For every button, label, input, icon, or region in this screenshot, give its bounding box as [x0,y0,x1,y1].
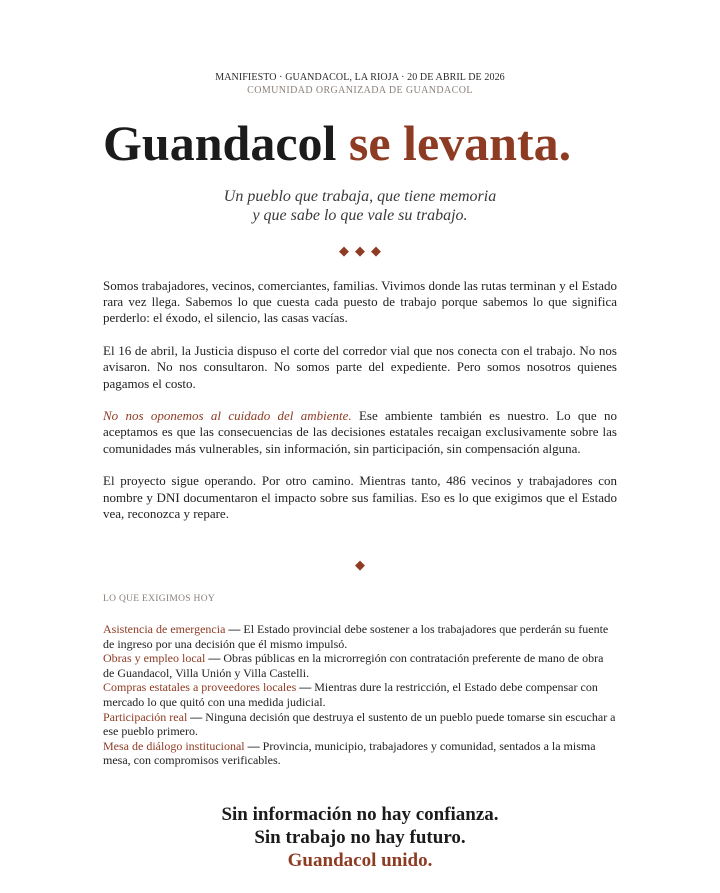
demand-item [103,680,617,709]
demand-title: Asistencia de emergencia [103,622,226,636]
tagline-line-1: Un pueblo que trabaja, que tiene memoria [223,188,497,205]
demand-dash: — [225,622,244,636]
header-kicker [0,71,720,97]
demand-title: Mesa de diálogo institucional [103,738,245,753]
title-accent: se levanta. [348,115,572,171]
demand-dash: — [244,738,263,753]
demand-dash: — [205,651,224,666]
tagline [0,187,720,225]
demand-text: Obras públicas en la microrregión con contratación preferente de mano de obra de Guandacol, Villa Unión y Villa Castelli. [103,651,604,680]
demand-text: Ninguna decisión que destruya el sustento de un pueblo puede tomarse sin escuchar a ese pueblo primero. [103,709,616,739]
demand-text: El Estado provincial debe sostener a los trabajadores que perderán su fuente de ingreso por una decisión que él mismo impulsó. [103,622,609,651]
kicker-line: MANIFIESTO · GUANDACOL, LA RIOJA · 20 DE ABRIL DE 2026 [215,72,505,83]
demand-title: Participación real [103,709,188,724]
demand-item [103,651,617,680]
closing-line-2: Sin trabajo no hay futuro. [254,827,466,848]
body-paragraph-1: Somos trabajadores, vecinos, comerciantes, familias. Vivimos donde las rutas terminan y el Estado rara vez llega. Sabemos lo que cuesta cada puesto de trabajo porque sabemos lo que significa perderlo: el éxodo, el silencio, las casas vacías. [103,278,617,326]
demand-text: Provincia, municipio, trabajadores y comunidad, sentados a la misma mesa, con compromisos verificables. [103,738,596,768]
closing-line-1: Sin información no hay confianza. [221,804,499,825]
title-place: Guandacol [103,115,337,171]
page-title [103,112,571,174]
demand-title: Compras estatales a proveedores locales [103,680,297,695]
tagline-line-2: y que sabe lo que vale su trabajo. [252,207,468,224]
demand-item [103,622,617,651]
demand-title: Obras y empleo local [103,651,206,666]
demand-dash: — [296,680,315,695]
demand-item [103,739,617,768]
paragraph-3-rest: Ese ambiente también es nuestro. Lo que no aceptamos es que las consecuencias de las decisiones estatales recaigan exclusivamente sobre las comunidades más vulnerables, sin información, sin participación, sin compensación alguna. [103,408,617,456]
body-paragraph-3 [103,408,617,457]
manifesto-body [103,278,617,538]
closing-slogan [0,803,720,872]
closing-line-3: Guandacol unido. [287,850,433,871]
demands-heading: LO QUE EXIGIMOS HOY [103,594,216,604]
organization-line: COMUNIDAD ORGANIZADA DE GUANDACOL [247,85,473,96]
paragraph-3-lead: No nos oponemos al cuidado del ambiente. [103,408,352,424]
demand-text: Mientras dure la restricción, el Estado debe compensar con mercado lo que quitó con una medida judicial. [103,680,598,709]
diamond-divider-icon: ◆ [355,557,365,572]
diamond-ornament-icon: ◆◆◆ [339,243,387,258]
demands-list [103,622,617,768]
body-paragraph-2: El 16 de abril, la Justicia dispuso el corte del corredor vial que nos conecta con el trabajo. No nos avisaron. No nos consultaron. No somos parte del expediente. Pero somos nosotros quienes pagamos el costo. [103,343,617,391]
demand-dash: — [187,709,206,724]
body-paragraph-4: El proyecto sigue operando. Por otro camino. Mientras tanto, 486 vecinos y trabajadores con nombre y DNI documentaron el impacto sobre sus familias. Eso es lo que exigimos que el Estado vea, reconozca y repare. [103,473,617,521]
demand-item [103,710,617,739]
